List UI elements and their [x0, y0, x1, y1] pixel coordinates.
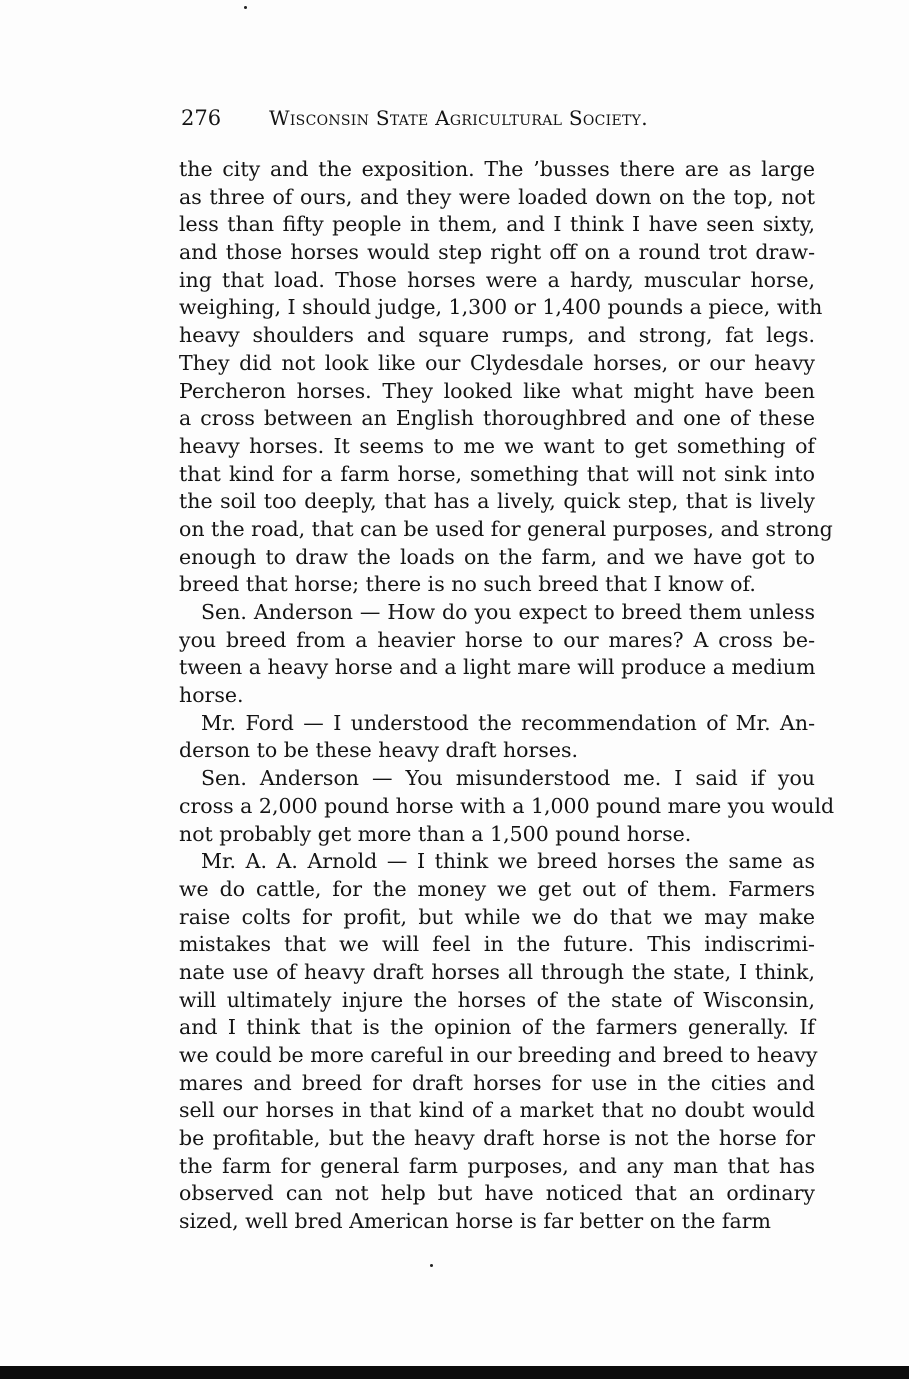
paragraph	[179, 156, 833, 599]
paragraph	[179, 848, 818, 1236]
text-line: raise colts for profit, but while we do that we may make	[179, 904, 815, 929]
body-text	[179, 156, 835, 1236]
running-head: Wisconsin State Agricultural Society.	[269, 106, 648, 130]
text-line: on the road, that can be used for general purposes, and strong	[179, 516, 833, 541]
page-header	[181, 104, 741, 132]
text-line: weighing, I should judge, 1,300 or 1,400 pounds a piece, with	[179, 295, 823, 320]
text-line: enough to draw the loads on the farm, and we have got to	[179, 544, 815, 569]
text-line: Sen. Anderson — You misunderstood me. I said if you	[201, 766, 815, 791]
text-line: mares and breed for draft horses for use in the cities and	[179, 1070, 815, 1095]
text-line: a cross between an English thoroughbred and one of these	[179, 406, 815, 431]
text-line: derson to be these heavy draft horses.	[179, 738, 578, 763]
text-line: tween a heavy horse and a light mare will produce a medium	[179, 655, 816, 680]
text-line: and I think that is the opinion of the farmers generally. If	[179, 1015, 815, 1040]
text-line: mistakes that we will feel in the future. This indiscrimi-	[179, 932, 815, 957]
text-line: heavy shoulders and square rumps, and strong, fat legs.	[179, 323, 815, 348]
paragraph	[179, 599, 815, 710]
paragraph	[179, 710, 815, 765]
text-line: we could be more careful in our breeding and breed to heavy	[179, 1043, 818, 1067]
text-line: you breed from a heavier horse to our mares? A cross be-	[179, 627, 815, 652]
text-line: the soil too deeply, that has a lively, quick step, that is lively	[179, 489, 815, 514]
text-line: Mr. A. A. Arnold — I think we breed horses the same as	[201, 849, 815, 874]
text-line: and those horses would step right off on a round trot draw-	[179, 240, 815, 265]
text-line: Sen. Anderson — How do you expect to breed them unless	[201, 600, 815, 624]
text-line: as three of ours, and they were loaded down on the top, not	[179, 184, 815, 209]
text-line: cross a 2,000 pound horse with a 1,000 pound mare you would	[179, 793, 835, 818]
text-line: not probably get more than a 1,500 pound horse.	[179, 821, 692, 846]
scan-speck	[244, 6, 247, 9]
text-line: will ultimately injure the horses of the state of Wisconsin,	[179, 987, 815, 1012]
text-line: breed that horse; there is no such breed that I know of.	[179, 572, 756, 597]
scan-edge-bar	[0, 1366, 909, 1379]
text-line: we do cattle, for the money we get out of them. Farmers	[179, 876, 815, 901]
text-line: sized, well bred American horse is far better on the farm	[179, 1209, 771, 1234]
text-line: ing that load. Those horses were a hardy, muscular horse,	[179, 267, 815, 292]
text-line: the city and the exposition. The ’busses there are as large	[179, 157, 815, 181]
text-line: Percheron horses. They looked like what might have been	[179, 378, 815, 403]
paragraph	[179, 765, 835, 848]
page-number: 276	[181, 106, 222, 130]
scan-speck	[430, 1264, 433, 1267]
text-line: Mr. Ford — I understood the recommendation of Mr. An-	[201, 710, 815, 735]
text-line: less than fifty people in them, and I think I have seen sixty,	[179, 212, 815, 237]
text-line: heavy horses. It seems to me we want to get something of	[179, 433, 815, 458]
text-line: the farm for general farm purposes, and any man that has	[179, 1153, 815, 1178]
text-line: They did not look like our Clydesdale horses, or our heavy	[179, 350, 815, 375]
text-line: be profitable, but the heavy draft horse is not the horse for	[179, 1126, 815, 1151]
text-line: observed can not help but have noticed that an ordinary	[179, 1181, 815, 1206]
text-line: that kind for a farm horse, something that will not sink into	[179, 461, 815, 486]
text-line: sell our horses in that kind of a market that no doubt would	[179, 1098, 815, 1123]
text-line: horse.	[179, 683, 244, 708]
text-line: nate use of heavy draft horses all through the state, I think,	[179, 959, 815, 984]
